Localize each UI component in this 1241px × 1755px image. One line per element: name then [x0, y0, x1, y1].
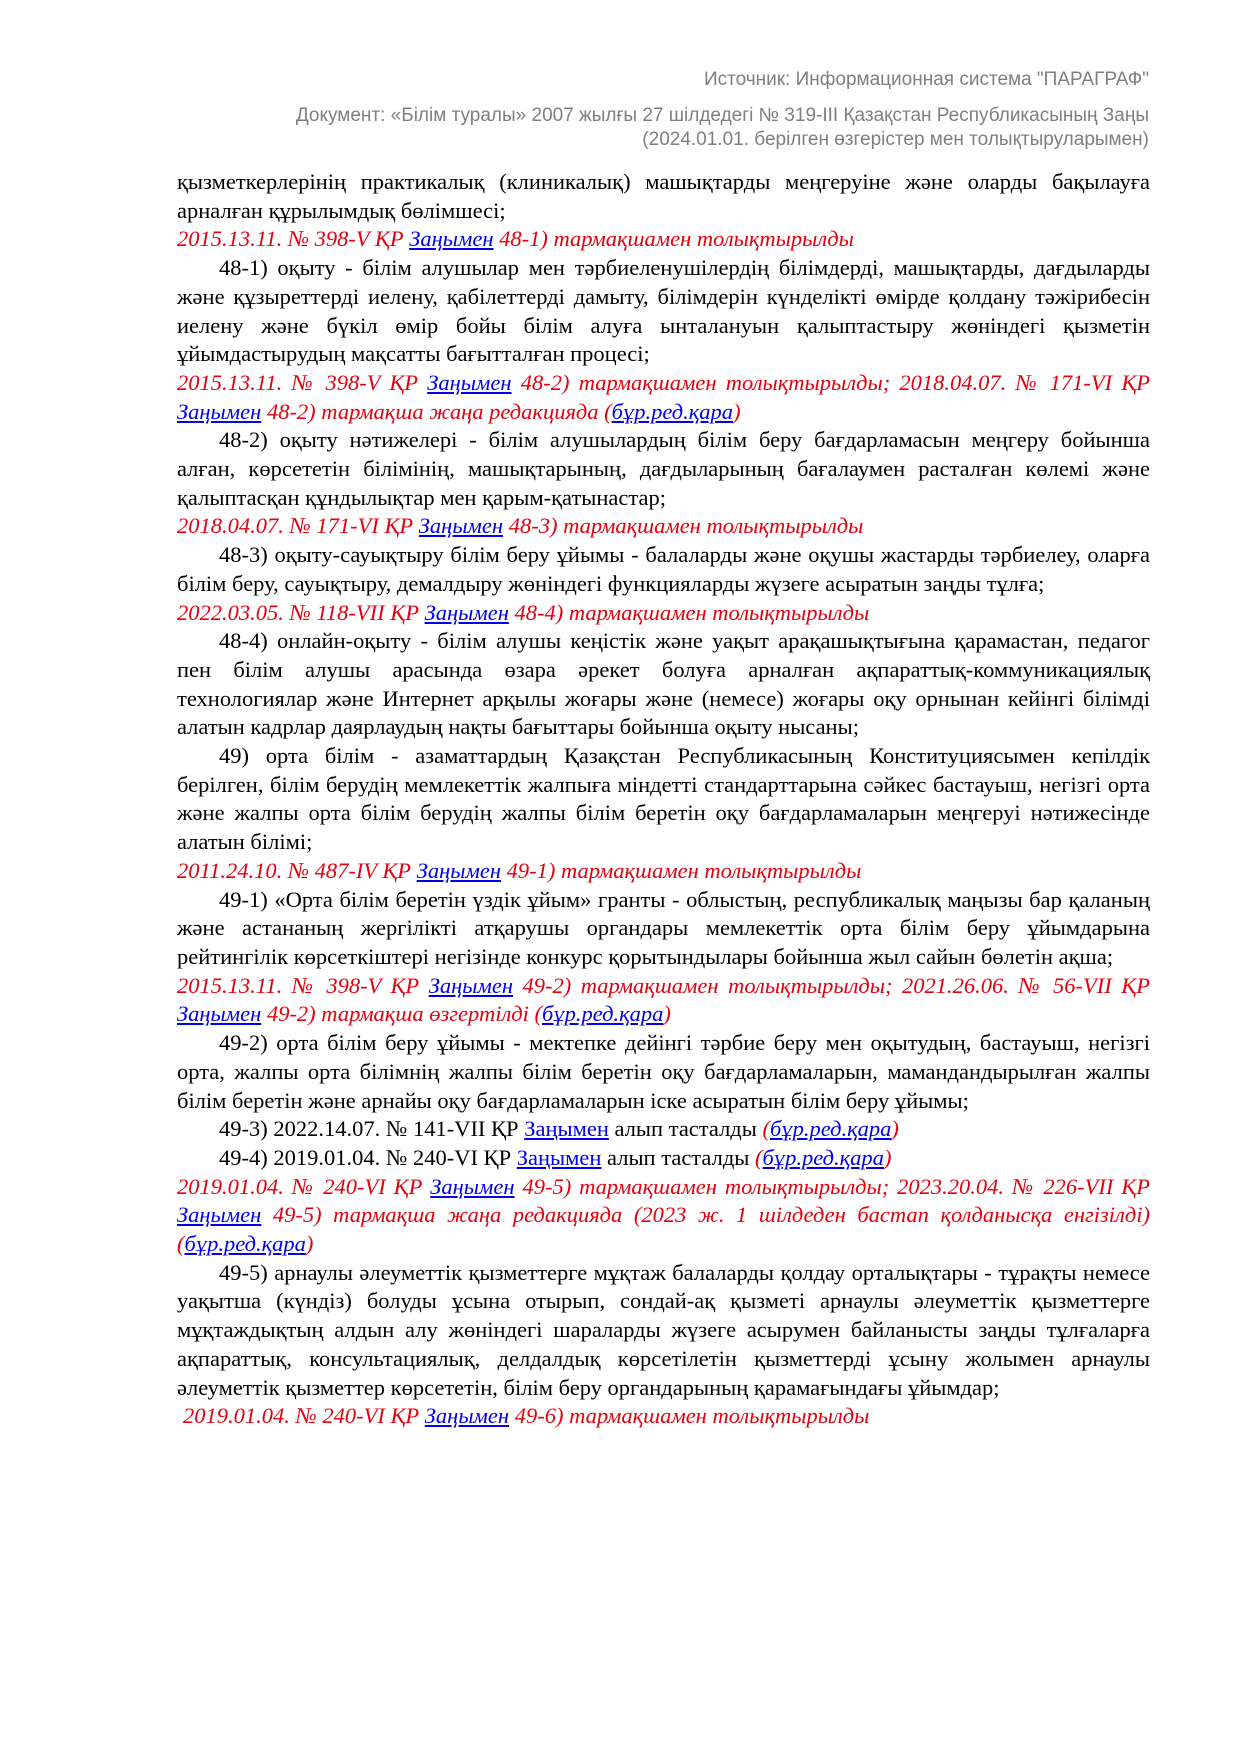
paragraph-49-2: 49-2) орта білім беру ұйымы - мектепке дейінгі тәрбие беру мен оқытудың, бастауыш, негізгі орта, жалпы орта білімнің жалпы білім беретін оқу бағдарламаларын, мамандандырылған жалпы білім беретін және арнайы оқу бағдарламаларын іске асыратын білім беру ұйымы; — [177, 1030, 1150, 1113]
amendment-note: 2011.24.10. № 487-IV ҚР Заңымен 49-1) тармақшамен толықтырылды — [177, 857, 862, 883]
paragraph-49-4: 49-4) 2019.01.04. № 240-VI ҚР Заңымен алып тасталды (бұр.ред.қара) — [219, 1144, 892, 1170]
document-body — [177, 168, 1150, 1431]
paragraph-48-3: 48-3) оқыту-сауықтыру білім беру ұйымы - балаларды және оқушы жастарды тәрбиелеу, оларға білім беру, сауықтыру, демалдыру жөніндегі функцияларды жүзеге асыратын заңды тұлға; — [177, 542, 1150, 596]
paragraph-48-tail: қызметкерлерінің практикалық (клиникалық) машықтарды меңгеруіне және оларды бақылауға арналған құрылымдық бөлімшесі; — [177, 169, 1150, 223]
law-link[interactable]: Заңымен — [524, 1116, 609, 1142]
law-link[interactable]: Заңымен — [516, 1144, 602, 1170]
previous-edition-link[interactable]: бұр.ред.қара — [542, 1001, 664, 1027]
law-link[interactable]: Заңымен — [428, 972, 513, 998]
paragraph-49: 49) орта білім - азаматтардың Қазақстан Республикасының Конституциясымен кепілдік берілген, білім берудің мемлекеттік жалпыға міндетті стандарттарына сәйкес бастауыш, негізгі орта және жалпы орта білім берудің жалпы білім беретін оқу бағдарламаларын меңгеруі нәтижесінде алатын білімі; — [177, 743, 1150, 855]
paragraph-48-4: 48-4) онлайн-оқыту - білім алушы кеңістік және уақыт арақашықтығына қарамастан, педагог пен білім алушы арасында өзара әрекет болуға арналған ақпараттық-коммуникациялық технологиялар және Интернет арқылы жоғары және (немесе) жоғары оқу орнынан кейінгі білімді алатын кадрлар даярлаудың нақты бағыттары бойынша оқыту нысаны; — [177, 628, 1150, 740]
document-header — [149, 68, 1149, 152]
amendment-note: 2015.13.11. № 398-V ҚР Заңымен 48-2) тармақшамен толықтырылды; 2018.04.07. № 171-VI ҚР Заңымен 48-2) тармақша жаңа редакцияда (бұр.ред.қара) — [177, 369, 1151, 424]
paragraph-48-1: 48-1) оқыту - білім алушылар мен тәрбиеленушілердің білімдерді, машықтарды, дағдыларды және құзыреттерді иелену, қабілеттерді дамыту, білімдерін күнделікті өмірде қолдану тәжірибесін иелену және бүкіл өмір бойы білім алуға ынталануын қалыптастыру жөніндегі қызметін ұйымдастырудың мақсатты бағытталған процесі; — [177, 255, 1150, 367]
amendment-note: 2015.13.11. № 398-V ҚР Заңымен 49-2) тармақшамен толықтырылды; 2021.26.06. № 56-VII ҚР Заңымен 49-2) тармақша өзгертілді (бұр.ред.қара) — [177, 972, 1150, 1027]
paragraph-49-5: 49-5) арнаулы әлеуметтік қызметтерге мұқтаж балаларды қолдау орталықтары - тұрақты немесе уақытша (күндіз) болуды ұсына отырып, сондай-ақ қызметі арнаулы әлеуметтік қызметтерге мұқтаждықтың алдын алу жөніндегі шараларды жүзеге асырумен байланысты заңды тұлғаларға ақпараттық, консультациялық, делдалдық көрсетілетін қызметтерді ұсыну жолымен арнаулы әлеуметтік қызметтер көрсететін, білім беру органдарының қарамағындағы ұйымдар; — [177, 1259, 1150, 1400]
amendment-note: 2015.13.11. № 398-V ҚР Заңымен 48-1) тармақшамен толықтырылды — [177, 226, 854, 252]
law-link[interactable]: Заңымен — [409, 226, 494, 252]
previous-edition-link[interactable]: бұр.ред.қара — [611, 398, 734, 424]
previous-edition-link[interactable]: бұр.ред.қара — [184, 1231, 306, 1257]
amendment-note: 2018.04.07. № 171-VI ҚР Заңымен 48-3) тармақшамен толықтырылды — [177, 513, 864, 539]
law-link[interactable]: Заңымен — [418, 513, 504, 539]
document-title-line-2: (2024.01.01. берілген өзгерістер мен толықтыруларымен) — [642, 129, 1149, 150]
amendment-note: 2022.03.05. № 118-VII ҚР Заңымен 48-4) тармақшамен толықтырылды — [177, 599, 870, 625]
law-link[interactable]: Заңымен — [424, 1403, 510, 1429]
law-link[interactable]: Заңымен — [177, 1202, 262, 1228]
amendment-note: 2019.01.04. № 240-VI ҚР Заңымен 49-5) тармақшамен толықтырылды; 2023.20.04. № 226-VII ҚР Заңымен 49-5) тармақша жаңа редакцияда (2023 ж. 1 шілдеден бастап қолданысқа енгізілді) (бұр.ред.қара) — [177, 1173, 1150, 1257]
paragraph-49-1: 49-1) «Орта білім беретін үздік ұйым» гранты - облыстың, республикалық маңызы бар қаланың және астананың жергілікті атқарушы органдары мемлекеттік орта білім беру ұйымдарына рейтингілік көрсеткіштері негізінде конкурс қорытындылары бойынша жыл сайын бөлетін ақша; — [177, 886, 1150, 969]
paragraph-48-2: 48-2) оқыту нәтижелері - білім алушылардың білім беру бағдарламасын меңгеру бойынша алған, көрсететін білімінің, машықтарының, дағдыларының бағалаумен расталған көлемі және қалыптасқан құндылықтар мен қарым-қатынастар; — [177, 427, 1150, 510]
previous-edition-link[interactable]: бұр.ред.қара — [762, 1144, 884, 1170]
previous-edition-link[interactable]: бұр.ред.қара — [770, 1116, 892, 1142]
source-line: Источник: Информационная система "ПАРАГРАФ" — [703, 69, 1149, 90]
law-link[interactable]: Заңымен — [416, 857, 501, 883]
law-link[interactable]: Заңымен — [424, 599, 509, 625]
document-title-line-1: Документ: «Білім туралы» 2007 жылғы 27 шілдедегі № 319-III Қазақстан Республикасының Заңы — [295, 105, 1149, 126]
law-link[interactable]: Заңымен — [427, 369, 512, 395]
law-link[interactable]: Заңымен — [177, 398, 262, 424]
amendment-note: 2019.01.04. № 240-VI ҚР Заңымен 49-6) тармақшамен толықтырылды — [183, 1403, 870, 1429]
law-link[interactable]: Заңымен — [177, 1001, 262, 1027]
law-link[interactable]: Заңымен — [430, 1173, 515, 1199]
paragraph-49-3: 49-3) 2022.14.07. № 141-VII ҚР Заңымен алып тасталды (бұр.ред.қара) — [219, 1116, 899, 1142]
